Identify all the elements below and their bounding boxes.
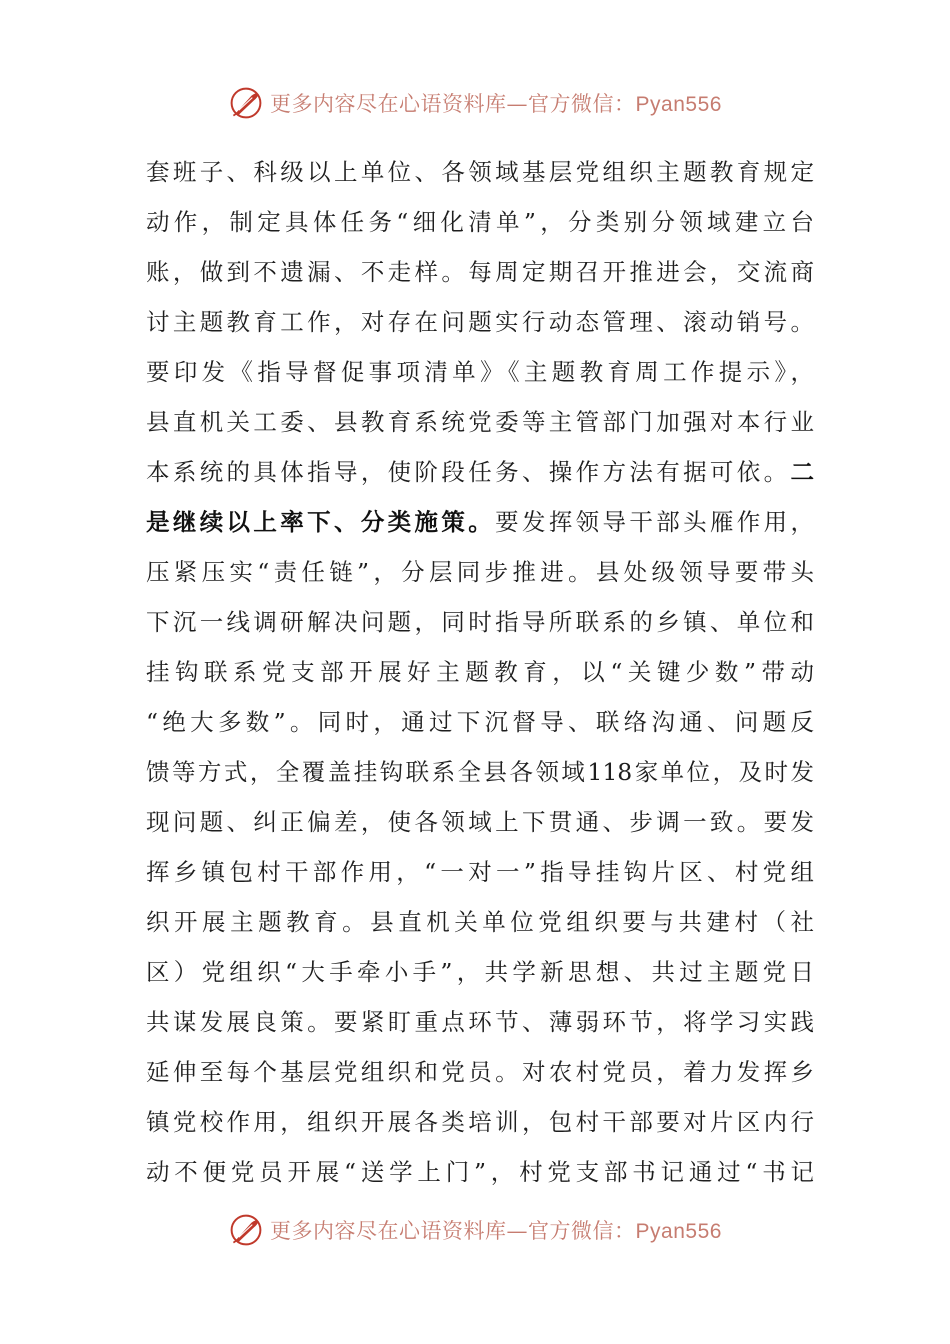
quill-logo-icon <box>228 1212 264 1248</box>
text-line <box>146 147 814 197</box>
text-line <box>146 597 814 647</box>
bold-heading-segment: 二 <box>790 458 814 486</box>
text-segment: 挂钩联系党支部开展好主题教育，以“关键少数”带动 <box>146 658 814 686</box>
banner-wechat-id: Pyan556 <box>635 93 722 116</box>
text-segment: 区）党组织“大手牵小手”，共学新思想、共过主题党日 <box>146 958 814 986</box>
text-segment: 要发挥领导干部头雁作用， <box>495 508 814 536</box>
banner-text <box>270 88 722 118</box>
text-line <box>146 797 814 847</box>
text-line <box>146 1147 814 1197</box>
header-banner <box>0 83 950 123</box>
banner-label: 更多内容尽在心语资料库—官方微信： <box>270 1219 636 1243</box>
text-segment: 共谋发展良策。要紧盯重点环节、薄弱环节，将学习实践 <box>146 1008 814 1036</box>
text-segment: 织开展主题教育。县直机关单位党组织要与共建村（社 <box>146 908 814 936</box>
text-line <box>146 1047 814 1097</box>
text-line <box>146 647 814 697</box>
text-segment: 馈等方式，全覆盖挂钩联系全县各领域118家单位，及时发 <box>146 758 814 786</box>
banner-wechat-id: Pyan556 <box>635 1220 722 1243</box>
text-segment: 下沉一线调研解决问题，同时指导所联系的乡镇、单位和 <box>146 608 814 636</box>
text-segment: 延伸至每个基层党组织和党员。对农村党员，着力发挥乡 <box>146 1058 814 1086</box>
banner-label: 更多内容尽在心语资料库—官方微信： <box>270 92 636 116</box>
text-segment: 镇党校作用，组织开展各类培训，包村干部要对片区内行 <box>146 1108 814 1136</box>
text-line <box>146 997 814 1047</box>
text-segment: 动不便党员开展“送学上门”，村党支部书记通过“书记 <box>146 1158 814 1186</box>
text-line <box>146 197 814 247</box>
text-segment: 要印发《指导督促事项清单》《主题教育周工作提示》， <box>146 358 814 386</box>
text-line <box>146 497 814 547</box>
document-body <box>146 147 814 1197</box>
text-segment: 动作，制定具体任务“细化清单”，分类别分领域建立台 <box>146 208 814 236</box>
text-segment: 县直机关工委、县教育系统党委等主管部门加强对本行业 <box>146 408 814 436</box>
text-segment: 本系统的具体指导，使阶段任务、操作方法有据可依。 <box>146 458 791 486</box>
text-line <box>146 947 814 997</box>
text-line <box>146 847 814 897</box>
text-line <box>146 697 814 747</box>
text-segment: “绝大多数”。同时，通过下沉督导、联络沟通、问题反 <box>146 708 814 736</box>
text-segment: 账，做到不遗漏、不走样。每周定期召开推进会，交流商 <box>146 258 814 286</box>
text-line <box>146 747 814 797</box>
text-line <box>146 247 814 297</box>
text-line <box>146 447 814 497</box>
footer-banner <box>0 1210 950 1250</box>
bold-heading-segment: 是继续以上率下、分类施策。 <box>146 508 496 536</box>
text-line <box>146 347 814 397</box>
text-line <box>146 1097 814 1147</box>
banner-text <box>270 1215 722 1245</box>
text-segment: 挥乡镇包村干部作用，“一对一”指导挂钩片区、村党组 <box>146 858 814 886</box>
text-segment: 讨主题教育工作，对存在问题实行动态管理、滚动销号。 <box>146 308 814 336</box>
text-line <box>146 897 814 947</box>
text-line <box>146 547 814 597</box>
text-segment: 压紧压实“责任链”，分层同步推进。县处级领导要带头 <box>146 558 814 586</box>
text-segment: 现问题、纠正偏差，使各领域上下贯通、步调一致。要发 <box>146 808 814 836</box>
quill-logo-icon <box>228 85 264 121</box>
text-line <box>146 297 814 347</box>
text-line <box>146 397 814 447</box>
text-segment: 套班子、科级以上单位、各领域基层党组织主题教育规定 <box>146 158 814 186</box>
